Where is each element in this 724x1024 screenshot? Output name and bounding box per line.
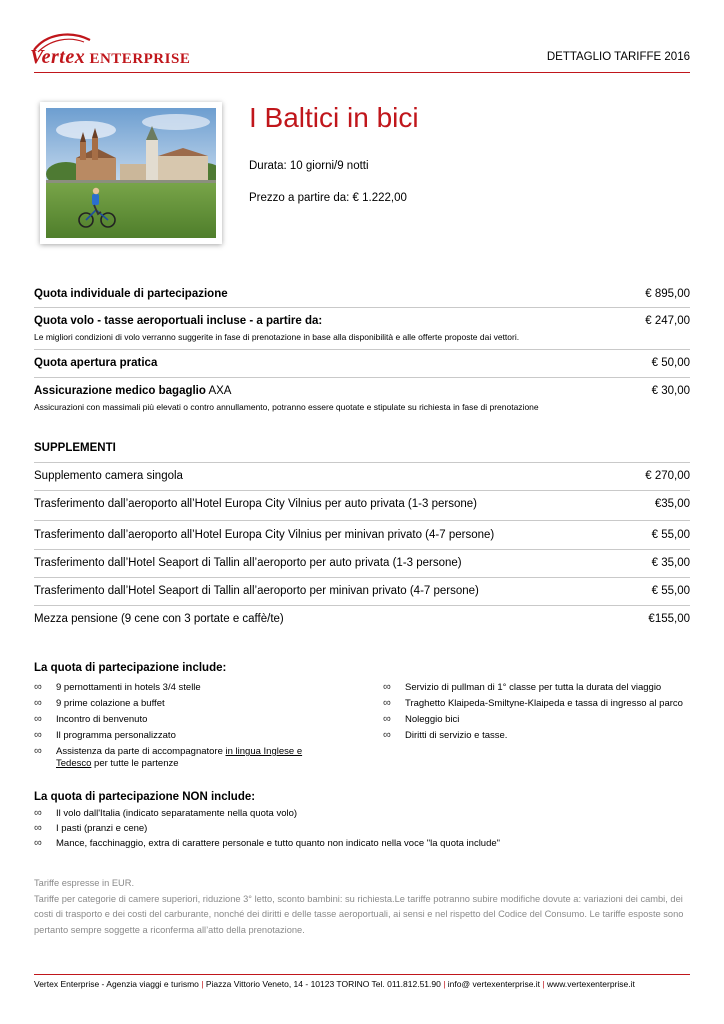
supplement-price: € 270,00	[645, 470, 690, 482]
footer-divider	[34, 974, 690, 975]
infinity-bullet-icon: ∞	[34, 681, 42, 693]
rate-row	[34, 313, 690, 350]
infinity-bullet-icon: ∞	[34, 697, 42, 709]
logo-text	[30, 46, 190, 69]
rate-label	[34, 385, 231, 397]
supplement-label: Trasferimento dall’aeroporto all’Hotel Europa City Vilnius per auto privata (1-3 persone)	[34, 498, 477, 510]
footer-website-link[interactable]: www.vertexenterprise.it	[544, 979, 635, 989]
list-item: ∞ Assistenza da parte di accompagnatore in lingua Inglese e Tedesco per tutte le partenze	[34, 745, 303, 769]
list-item: ∞ Incontro di benvenuto	[34, 713, 148, 725]
supplements-heading: SUPPLEMENTI	[34, 442, 116, 454]
not-includes-list	[34, 808, 694, 854]
list-item: ∞ I pasti (pranzi e cene)	[34, 822, 148, 834]
list-item: ∞ Servizio di pullman di 1° classe per tutta la durata del viaggio	[383, 681, 662, 693]
rate-label-suffix: AXA	[205, 385, 232, 397]
footer-email-link[interactable]: info@ vertexenterprise.it	[445, 979, 543, 989]
supplement-label: Supplemento camera singola	[34, 470, 183, 482]
rate-label: Quota individuale di partecipazione	[34, 288, 228, 300]
document-title: DETTAGLIO TARIFFE 2016	[546, 51, 690, 63]
supplement-row	[34, 583, 690, 606]
rate-row	[34, 286, 690, 308]
rate-label: Quota volo - tasse aeroportuali incluse - a partire da:	[34, 315, 323, 327]
supplement-label: Mezza pensione (9 cene con 3 portate e caffè/te)	[34, 613, 284, 625]
list-item: ∞ 9 pernottamenti in hotels 3/4 stelle	[34, 681, 201, 693]
supplement-row	[34, 527, 690, 550]
fine-print-paragraph: Tariffe per categorie di camere superiori, riduzione 3° letto, sconto bambini: su richiesta.Le tariffe potranno subire modifiche dovute a: variazioni dei cambi, dei costi di trasporto e dei costi del carburante, nonché dei diritti e delle tasse aeroportuali, ai sensi e nel rispetto del Codice del Consumo. Le tariffe esposte sono pertanto sempre soggette a riconferma all’atto della prenotazione.	[34, 893, 684, 935]
infinity-bullet-icon: ∞	[34, 837, 42, 849]
footer-address: Piazza Vittorio Veneto, 14 - 10123 TORINO Tel. 011.812.51.90	[203, 979, 444, 989]
infinity-bullet-icon: ∞	[34, 745, 42, 757]
list-item: ∞ Il programma personalizzato	[34, 729, 176, 741]
supplement-label: Trasferimento dall’Hotel Seaport di Tallin all’aeroporto per minivan privato (4-7 persone)	[34, 585, 479, 597]
footer: Vertex Enterprise - Agenzia viaggi e turismo | Piazza Vittorio Veneto, 14 - 10123 TORINO Tel. 011.812.51.90 | info@ vertexenterprise.it | www.vertexenterprise.it	[34, 979, 635, 989]
supplement-row	[34, 468, 690, 491]
fine-print	[34, 876, 690, 938]
infinity-bullet-icon: ∞	[34, 713, 42, 725]
vertex-logo	[30, 36, 191, 70]
infinity-bullet-icon: ∞	[383, 697, 391, 709]
supplement-price: €155,00	[648, 613, 690, 625]
rate-price: € 50,00	[651, 357, 690, 369]
footer-company: Vertex Enterprise - Agenzia viaggi e turismo	[34, 979, 202, 989]
list-item: ∞ Traghetto Klaipeda-Smiltyne-Klaipeda e tassa di ingresso al parco	[383, 697, 683, 709]
includes-list-left	[34, 682, 334, 774]
includes-list-right	[383, 682, 693, 746]
cyclist-town-photo-icon	[46, 108, 216, 238]
infinity-bullet-icon: ∞	[34, 729, 42, 741]
infinity-bullet-icon: ∞	[383, 729, 391, 741]
rate-row	[34, 355, 690, 378]
fine-print-line: Tariffe espresse in EUR.	[34, 878, 135, 888]
rate-row	[34, 383, 690, 417]
supplement-price: € 35,00	[651, 557, 690, 569]
infinity-bullet-icon: ∞	[34, 807, 42, 819]
logo-brand: Vertex	[30, 46, 86, 68]
infinity-bullet-icon: ∞	[383, 681, 391, 693]
list-item: ∞ Mance, facchinaggio, extra di carattere personale e tutto quanto non indicato nella voce "la quota include"	[34, 837, 501, 849]
header-divider	[34, 72, 690, 73]
includes-heading: La quota di partecipazione include:	[34, 662, 227, 674]
supplement-price: € 55,00	[651, 529, 690, 541]
rate-price: € 895,00	[645, 288, 690, 300]
supplement-label: Trasferimento dall’aeroporto all’Hotel Europa City Vilnius per minivan privato (4-7 persone)	[34, 529, 495, 541]
list-item: ∞ Diritti di servizio e tasse.	[383, 729, 508, 741]
list-item: ∞ 9 prime colazione a buffet	[34, 697, 165, 709]
rate-note: Assicurazioni con massimali più elevati o contro annullamento, potranno essere quotate e stipulate su richiesta in fase di prenotazione	[34, 402, 539, 412]
supplement-price: € 55,00	[651, 585, 690, 597]
tour-duration: Durata: 10 giorni/9 notti	[249, 160, 369, 172]
tour-photo	[40, 102, 222, 244]
supplement-price: €35,00	[654, 498, 690, 510]
logo-enterprise: ENTERPRISE	[89, 51, 191, 67]
rate-label-bold: Assicurazione medico bagaglio	[34, 385, 206, 397]
infinity-bullet-icon: ∞	[34, 822, 42, 834]
tour-price-from: Prezzo a partire da: € 1.222,00	[249, 192, 407, 204]
not-includes-heading: La quota di partecipazione NON include:	[34, 791, 256, 803]
rate-price: € 247,00	[645, 315, 690, 327]
list-item: ∞ Noleggio bici	[383, 713, 460, 725]
supplement-label: Trasferimento dall’Hotel Seaport di Tallin all’aeroporto per auto privata (1-3 persone)	[34, 557, 462, 569]
supplement-row	[34, 496, 690, 521]
rate-price: € 30,00	[651, 385, 690, 397]
tour-title: I Baltici in bici	[249, 102, 419, 133]
infinity-bullet-icon: ∞	[383, 713, 391, 725]
rate-label: Quota apertura pratica	[34, 357, 158, 369]
rate-note: Le migliori condizioni di volo verranno suggerite in fase di prenotazione in base alla disponibilità e alle offerte proposte dai vettori.	[34, 332, 520, 342]
supplements-divider	[34, 462, 690, 463]
list-item: ∞ Il volo dall'Italia (indicato separatamente nella quota volo)	[34, 807, 298, 819]
supplement-row	[34, 555, 690, 578]
supplement-row	[34, 611, 690, 633]
